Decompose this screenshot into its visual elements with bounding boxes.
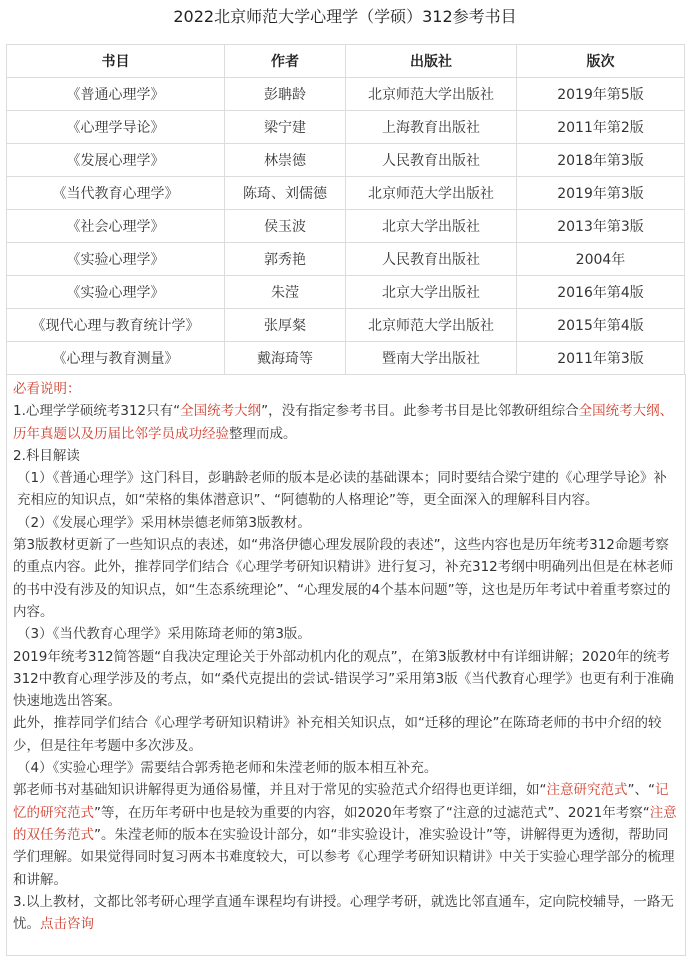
header-edition: 版次	[517, 45, 685, 78]
note-text: 3.以上教材，文都比邻考研心理学直通车课程均有讲授。心理学考研，就选比邻直通车，定向院校辅导，一路无忧。	[13, 893, 674, 933]
table-row	[7, 144, 685, 177]
note-paragraph-8: 此外，推荐同学们结合《心理学考研知识精讲》补充相关知识点，如“迁移的理论”在陈琦老师的书中介绍的较少，但是往年考题中多次涉及。	[13, 715, 662, 754]
cell-book-title: 《心理学导论》	[7, 111, 225, 144]
note-text: ”等，在历年考研中也是较为重要的内容，如2020年考察了“注意的过滤范式”、2021年考察“	[94, 804, 650, 821]
cell-author: 彭聃龄	[225, 78, 346, 111]
note-paragraph-3: （1）《普通心理学》这门科目，彭聃龄老师的版本是必读的基础课本；同时要结合梁宁建的《心理学导论》补充相应的知识点，如“荣格的集体潜意识”、“阿德勒的人格理论”等，更全面深入的理解科目内容。	[17, 470, 667, 509]
cell-edition: 2015年第4版	[517, 309, 685, 342]
cell-author: 林崇德	[225, 144, 346, 177]
table-header-row	[7, 45, 685, 78]
highlight-text: 全国统考大纲	[180, 403, 262, 420]
note-paragraph-6: （3）《当代教育心理学》采用陈琦老师的第3版。	[17, 626, 311, 643]
table-row	[7, 78, 685, 111]
note-paragraph-5: 第3版教材更新了一些知识点的表述，如“弗洛伊德心理发展阶段的表述”，这些内容也是历年统考312命题考察的重点内容。此外，推荐同学们结合《心理学考研知识精讲》进行复习，补充312考纲中明确列出但是在林老师的书中没有涉及的知识点，如“生态系统理论”、“心理发展的4个基本问题”等，这也是历年考试中着重考察过的内容。	[13, 537, 674, 620]
table-row	[7, 210, 685, 243]
note-text: 郭老师书对基础知识讲解得更为通俗易懂，并且对于常见的实验范式介绍得也更详细，如“	[13, 782, 547, 799]
note-paragraph-11	[13, 891, 679, 936]
cell-edition: 2016年第4版	[517, 276, 685, 309]
highlight-text: 注意的双任务范式	[13, 804, 677, 843]
cell-edition: 2019年第5版	[517, 78, 685, 111]
cell-author: 陈琦、刘儒德	[225, 177, 346, 210]
cell-edition: 2004年	[517, 243, 685, 276]
note-paragraph-7: 2019年统考312简答题“自我决定理论关于外部动机内化的观点”，在第3版教材中有详细讲解；2020年的统考312中教育心理学涉及的考点，如“桑代克提出的尝试-错误学习”采用第3版《当代教育心理学》也更有利于准确快速地选出答案。	[13, 648, 674, 710]
cell-author: 朱滢	[225, 276, 346, 309]
notes-heading: 必看说明：	[13, 381, 81, 397]
cell-publisher: 北京大学出版社	[346, 210, 517, 243]
highlight-text: 注意研究范式	[546, 782, 628, 799]
highlight-text: 全国统考大纲、历年真题以及历届比邻学员成功经验	[13, 403, 674, 442]
note-text: ”，没有指定参考书目。此参考书目是比邻教研组综合	[261, 403, 579, 420]
cell-book-title: 《当代教育心理学》	[7, 177, 225, 210]
table-row	[7, 111, 685, 144]
note-text: 整理而成。	[229, 425, 297, 442]
cell-book-title: 《实验心理学》	[7, 243, 225, 276]
note-paragraph-10	[13, 779, 679, 890]
note-text: ”、“	[627, 782, 655, 799]
cell-book-title: 《社会心理学》	[7, 210, 225, 243]
highlight-text: 记忆的研究范式	[13, 782, 669, 821]
note-paragraph-9: （4）《实验心理学》需要结合郭秀艳老师和朱滢老师的版本相互补充。	[17, 760, 438, 777]
note-paragraph-4: （2）《发展心理学》采用林崇德老师第3版教材。	[17, 514, 311, 531]
header-author: 作者	[225, 45, 346, 78]
cell-edition: 2013年第3版	[517, 210, 685, 243]
cell-book-title: 《现代心理与教育统计学》	[7, 309, 225, 342]
reference-book-table	[6, 44, 685, 375]
cell-publisher: 人民教育出版社	[346, 243, 517, 276]
cell-author: 侯玉波	[225, 210, 346, 243]
consult-link[interactable]: 点击咨询	[40, 916, 94, 933]
cell-publisher: 人民教育出版社	[346, 144, 517, 177]
cell-edition: 2011年第3版	[517, 342, 685, 375]
header-publisher: 出版社	[346, 45, 517, 78]
note-text: 1.心理学学硕统考312只有“	[13, 403, 181, 420]
cell-book-title: 《发展心理学》	[7, 144, 225, 177]
cell-publisher: 上海教育出版社	[346, 111, 517, 144]
cell-author: 戴海琦等	[225, 342, 346, 375]
cell-author: 张厚粲	[225, 309, 346, 342]
note-paragraph-2: 2.科目解读	[13, 447, 80, 464]
cell-author: 郭秀艳	[225, 243, 346, 276]
table-row	[7, 276, 685, 309]
cell-edition: 2011年第2版	[517, 111, 685, 144]
notes-section	[6, 374, 686, 956]
table-row	[7, 309, 685, 342]
cell-publisher: 北京师范大学出版社	[346, 177, 517, 210]
cell-edition: 2018年第3版	[517, 144, 685, 177]
note-paragraph-1	[13, 400, 679, 445]
table-row	[7, 177, 685, 210]
cell-book-title: 《普通心理学》	[7, 78, 225, 111]
note-text: ”。朱滢老师的版本在实验设计部分，如“非实验设计，准实验设计”等，讲解得更为透彻，帮助同学们理解。如果觉得同时复习两本书难度较大，可以参考《心理学考研知识精讲》中关于实验心理学部分的梳理和讲解。	[13, 826, 675, 888]
cell-author: 梁宁建	[225, 111, 346, 144]
table-row	[7, 342, 685, 375]
cell-publisher: 暨南大学出版社	[346, 342, 517, 375]
header-book-title: 书目	[7, 45, 225, 78]
page-title: 2022北京师范大学心理学（学硕）312参考书目	[173, 7, 517, 26]
cell-book-title: 《心理与教育测量》	[7, 342, 225, 375]
cell-publisher: 北京师范大学出版社	[346, 309, 517, 342]
table-row	[7, 243, 685, 276]
cell-publisher: 北京大学出版社	[346, 276, 517, 309]
cell-edition: 2019年第3版	[517, 177, 685, 210]
cell-book-title: 《实验心理学》	[7, 276, 225, 309]
cell-publisher: 北京师范大学出版社	[346, 78, 517, 111]
